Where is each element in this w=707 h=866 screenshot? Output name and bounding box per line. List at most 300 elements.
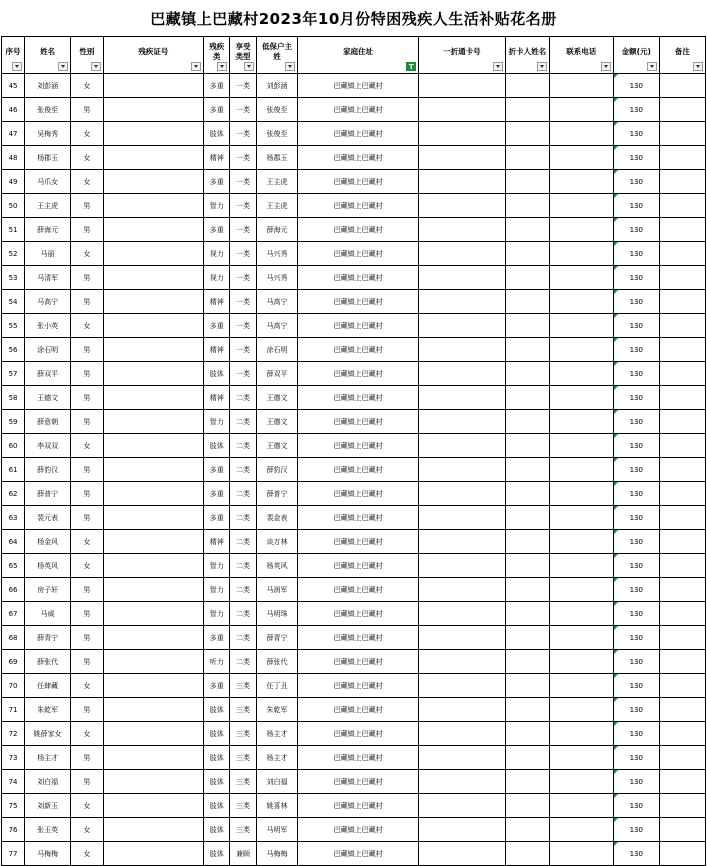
cell-remarks[interactable]: [659, 698, 705, 722]
cell-amount[interactable]: 130: [613, 122, 659, 146]
cell-disability-type[interactable]: 多重: [204, 314, 230, 338]
cell-amount[interactable]: 130: [613, 98, 659, 122]
cell-address[interactable]: 巴藏镇上巴藏村: [298, 98, 418, 122]
cell-remarks[interactable]: [659, 746, 705, 770]
cell-household-head[interactable]: 王德文: [256, 410, 298, 434]
cell-card-no[interactable]: [418, 194, 505, 218]
cell-remarks[interactable]: [659, 314, 705, 338]
cell-name[interactable]: 杨英风: [25, 554, 71, 578]
cell-seq[interactable]: 53: [2, 266, 25, 290]
cell-address[interactable]: 巴藏镇上巴藏村: [298, 770, 418, 794]
cell-name[interactable]: 涂石明: [25, 338, 71, 362]
cell-benefit-class[interactable]: 二类: [230, 554, 256, 578]
cell-household-head[interactable]: 杨主才: [256, 746, 298, 770]
cell-phone[interactable]: [549, 602, 613, 626]
cell-address[interactable]: 巴藏镇上巴藏村: [298, 314, 418, 338]
cell-gender[interactable]: 男: [71, 746, 103, 770]
cell-gender[interactable]: 女: [71, 722, 103, 746]
cell-name[interactable]: 刘白福: [25, 770, 71, 794]
cell-remarks[interactable]: [659, 506, 705, 530]
cell-remarks[interactable]: [659, 818, 705, 842]
filter-dropdown-icon[interactable]: [537, 62, 547, 71]
cell-name[interactable]: 李双双: [25, 434, 71, 458]
cell-household-head[interactable]: 任丁丑: [256, 674, 298, 698]
cell-benefit-class[interactable]: 二类: [230, 650, 256, 674]
cell-name[interactable]: 薛双平: [25, 362, 71, 386]
cell-household-head[interactable]: 王主虎: [256, 194, 298, 218]
cell-card-holder[interactable]: [505, 770, 549, 794]
cell-remarks[interactable]: [659, 650, 705, 674]
cell-gender[interactable]: 女: [71, 170, 103, 194]
cell-seq[interactable]: 59: [2, 410, 25, 434]
cell-household-head[interactable]: 涂石明: [256, 338, 298, 362]
cell-amount[interactable]: 130: [613, 578, 659, 602]
cell-address[interactable]: 巴藏镇上巴藏村: [298, 482, 418, 506]
cell-address[interactable]: 巴藏镇上巴藏村: [298, 626, 418, 650]
cell-household-head[interactable]: 杨郡玉: [256, 146, 298, 170]
cell-cert-no[interactable]: [103, 362, 204, 386]
cell-disability-type[interactable]: 视力: [204, 242, 230, 266]
cell-disability-type[interactable]: 智力: [204, 602, 230, 626]
cell-card-holder[interactable]: [505, 314, 549, 338]
cell-disability-type[interactable]: 多重: [204, 218, 230, 242]
cell-card-holder[interactable]: [505, 458, 549, 482]
cell-remarks[interactable]: [659, 170, 705, 194]
cell-card-no[interactable]: [418, 386, 505, 410]
cell-name[interactable]: 杨金风: [25, 530, 71, 554]
cell-phone[interactable]: [549, 98, 613, 122]
cell-card-holder[interactable]: [505, 578, 549, 602]
cell-address[interactable]: 巴藏镇上巴藏村: [298, 410, 418, 434]
cell-cert-no[interactable]: [103, 170, 204, 194]
cell-benefit-class[interactable]: 三类: [230, 698, 256, 722]
cell-card-no[interactable]: [418, 410, 505, 434]
cell-address[interactable]: 巴藏镇上巴藏村: [298, 578, 418, 602]
cell-disability-type[interactable]: 多重: [204, 626, 230, 650]
cell-household-head[interactable]: 朱乾军: [256, 698, 298, 722]
cell-cert-no[interactable]: [103, 218, 204, 242]
cell-card-no[interactable]: [418, 362, 505, 386]
cell-remarks[interactable]: [659, 290, 705, 314]
cell-address[interactable]: 巴藏镇上巴藏村: [298, 266, 418, 290]
cell-phone[interactable]: [549, 314, 613, 338]
cell-household-head[interactable]: 张俊至: [256, 98, 298, 122]
cell-card-no[interactable]: [418, 146, 505, 170]
cell-card-holder[interactable]: [505, 650, 549, 674]
cell-remarks[interactable]: [659, 602, 705, 626]
cell-benefit-class[interactable]: 一类: [230, 194, 256, 218]
cell-gender[interactable]: 男: [71, 482, 103, 506]
cell-address[interactable]: 巴藏镇上巴藏村: [298, 434, 418, 458]
cell-amount[interactable]: 130: [613, 434, 659, 458]
cell-cert-no[interactable]: [103, 746, 204, 770]
cell-card-holder[interactable]: [505, 362, 549, 386]
cell-gender[interactable]: 女: [71, 842, 103, 866]
cell-address[interactable]: 巴藏镇上巴藏村: [298, 650, 418, 674]
cell-phone[interactable]: [549, 74, 613, 98]
cell-gender[interactable]: 男: [71, 218, 103, 242]
cell-address[interactable]: 巴藏镇上巴藏村: [298, 290, 418, 314]
cell-card-no[interactable]: [418, 482, 505, 506]
cell-card-no[interactable]: [418, 626, 505, 650]
cell-amount[interactable]: 130: [613, 314, 659, 338]
cell-benefit-class[interactable]: 三类: [230, 674, 256, 698]
cell-disability-type[interactable]: 肢体: [204, 746, 230, 770]
filter-dropdown-icon[interactable]: [493, 62, 503, 71]
cell-address[interactable]: 巴藏镇上巴藏村: [298, 386, 418, 410]
cell-phone[interactable]: [549, 722, 613, 746]
cell-cert-no[interactable]: [103, 98, 204, 122]
cell-address[interactable]: 巴藏镇上巴藏村: [298, 794, 418, 818]
cell-seq[interactable]: 72: [2, 722, 25, 746]
cell-phone[interactable]: [549, 266, 613, 290]
cell-card-no[interactable]: [418, 122, 505, 146]
cell-address[interactable]: 巴藏镇上巴藏村: [298, 194, 418, 218]
cell-card-no[interactable]: [418, 218, 505, 242]
cell-seq[interactable]: 48: [2, 146, 25, 170]
cell-disability-type[interactable]: 肢体: [204, 818, 230, 842]
cell-name[interactable]: 裴元表: [25, 506, 71, 530]
cell-seq[interactable]: 75: [2, 794, 25, 818]
cell-phone[interactable]: [549, 842, 613, 866]
cell-disability-type[interactable]: 智力: [204, 554, 230, 578]
cell-card-holder[interactable]: [505, 194, 549, 218]
cell-cert-no[interactable]: [103, 578, 204, 602]
cell-household-head[interactable]: 张俊至: [256, 122, 298, 146]
cell-benefit-class[interactable]: 二类: [230, 578, 256, 602]
cell-seq[interactable]: 70: [2, 674, 25, 698]
cell-address[interactable]: 巴藏镇上巴藏村: [298, 746, 418, 770]
cell-cert-no[interactable]: [103, 506, 204, 530]
cell-amount[interactable]: 130: [613, 194, 659, 218]
cell-amount[interactable]: 130: [613, 506, 659, 530]
filter-dropdown-icon[interactable]: [91, 62, 101, 71]
cell-phone[interactable]: [549, 290, 613, 314]
cell-phone[interactable]: [549, 170, 613, 194]
cell-household-head[interactable]: 薛海元: [256, 218, 298, 242]
cell-household-head[interactable]: 裴金表: [256, 506, 298, 530]
cell-benefit-class[interactable]: 二类: [230, 626, 256, 650]
cell-address[interactable]: 巴藏镇上巴藏村: [298, 242, 418, 266]
cell-household-head[interactable]: 王德文: [256, 386, 298, 410]
cell-card-holder[interactable]: [505, 266, 549, 290]
cell-disability-type[interactable]: 肢体: [204, 434, 230, 458]
cell-amount[interactable]: 130: [613, 386, 659, 410]
cell-gender[interactable]: 男: [71, 362, 103, 386]
cell-cert-no[interactable]: [103, 410, 204, 434]
cell-card-no[interactable]: [418, 170, 505, 194]
cell-gender[interactable]: 女: [71, 818, 103, 842]
cell-remarks[interactable]: [659, 242, 705, 266]
cell-amount[interactable]: 130: [613, 602, 659, 626]
cell-seq[interactable]: 69: [2, 650, 25, 674]
cell-card-holder[interactable]: [505, 698, 549, 722]
cell-gender[interactable]: 男: [71, 602, 103, 626]
cell-household-head[interactable]: 杨英风: [256, 554, 298, 578]
cell-cert-no[interactable]: [103, 338, 204, 362]
cell-disability-type[interactable]: 精神: [204, 386, 230, 410]
cell-amount[interactable]: 130: [613, 770, 659, 794]
cell-phone[interactable]: [549, 386, 613, 410]
cell-gender[interactable]: 男: [71, 650, 103, 674]
cell-seq[interactable]: 73: [2, 746, 25, 770]
cell-disability-type[interactable]: 多重: [204, 98, 230, 122]
cell-card-holder[interactable]: [505, 530, 549, 554]
filter-dropdown-icon[interactable]: [647, 62, 657, 71]
cell-card-holder[interactable]: [505, 242, 549, 266]
cell-cert-no[interactable]: [103, 194, 204, 218]
cell-benefit-class[interactable]: 一类: [230, 290, 256, 314]
cell-name[interactable]: 房子轩: [25, 578, 71, 602]
cell-remarks[interactable]: [659, 842, 705, 866]
filter-dropdown-icon[interactable]: [244, 62, 254, 71]
cell-amount[interactable]: 130: [613, 482, 659, 506]
cell-remarks[interactable]: [659, 626, 705, 650]
cell-card-holder[interactable]: [505, 818, 549, 842]
cell-remarks[interactable]: [659, 794, 705, 818]
cell-name[interactable]: 杨主才: [25, 746, 71, 770]
cell-amount[interactable]: 130: [613, 698, 659, 722]
cell-benefit-class[interactable]: 二类: [230, 530, 256, 554]
cell-phone[interactable]: [549, 146, 613, 170]
cell-seq[interactable]: 50: [2, 194, 25, 218]
cell-card-no[interactable]: [418, 770, 505, 794]
cell-cert-no[interactable]: [103, 266, 204, 290]
cell-benefit-class[interactable]: 一类: [230, 242, 256, 266]
cell-benefit-class[interactable]: 一类: [230, 98, 256, 122]
cell-disability-type[interactable]: 肢体: [204, 122, 230, 146]
cell-cert-no[interactable]: [103, 458, 204, 482]
filter-dropdown-icon[interactable]: [601, 62, 611, 71]
cell-name[interactable]: 刘彭涵: [25, 74, 71, 98]
cell-household-head[interactable]: 刘白福: [256, 770, 298, 794]
cell-card-holder[interactable]: [505, 626, 549, 650]
cell-cert-no[interactable]: [103, 74, 204, 98]
cell-card-holder[interactable]: [505, 410, 549, 434]
cell-seq[interactable]: 49: [2, 170, 25, 194]
cell-benefit-class[interactable]: 一类: [230, 122, 256, 146]
cell-cert-no[interactable]: [103, 818, 204, 842]
cell-benefit-class[interactable]: 二类: [230, 410, 256, 434]
cell-remarks[interactable]: [659, 482, 705, 506]
cell-household-head[interactable]: 姚喜林: [256, 794, 298, 818]
filter-dropdown-icon[interactable]: [12, 62, 22, 71]
cell-disability-type[interactable]: 多重: [204, 482, 230, 506]
cell-remarks[interactable]: [659, 266, 705, 290]
cell-cert-no[interactable]: [103, 842, 204, 866]
cell-address[interactable]: 巴藏镇上巴藏村: [298, 146, 418, 170]
cell-card-no[interactable]: [418, 818, 505, 842]
cell-benefit-class[interactable]: 三类: [230, 770, 256, 794]
cell-remarks[interactable]: [659, 578, 705, 602]
cell-name[interactable]: 张玉英: [25, 818, 71, 842]
cell-card-holder[interactable]: [505, 170, 549, 194]
cell-card-no[interactable]: [418, 650, 505, 674]
cell-remarks[interactable]: [659, 362, 705, 386]
cell-cert-no[interactable]: [103, 674, 204, 698]
cell-amount[interactable]: 130: [613, 170, 659, 194]
cell-cert-no[interactable]: [103, 242, 204, 266]
cell-phone[interactable]: [549, 770, 613, 794]
cell-benefit-class[interactable]: 三类: [230, 818, 256, 842]
cell-cert-no[interactable]: [103, 434, 204, 458]
cell-cert-no[interactable]: [103, 770, 204, 794]
cell-name[interactable]: 马梅梅: [25, 842, 71, 866]
cell-household-head[interactable]: 马高宁: [256, 290, 298, 314]
cell-phone[interactable]: [549, 362, 613, 386]
cell-card-holder[interactable]: [505, 482, 549, 506]
cell-cert-no[interactable]: [103, 626, 204, 650]
cell-name[interactable]: 薛青宁: [25, 626, 71, 650]
cell-card-holder[interactable]: [505, 506, 549, 530]
cell-amount[interactable]: 130: [613, 626, 659, 650]
cell-gender[interactable]: 男: [71, 698, 103, 722]
cell-gender[interactable]: 男: [71, 770, 103, 794]
cell-name[interactable]: 吴梅秀: [25, 122, 71, 146]
cell-card-holder[interactable]: [505, 122, 549, 146]
cell-disability-type[interactable]: 肢体: [204, 362, 230, 386]
cell-card-no[interactable]: [418, 530, 505, 554]
cell-benefit-class[interactable]: 一类: [230, 362, 256, 386]
cell-gender[interactable]: 男: [71, 386, 103, 410]
cell-address[interactable]: 巴藏镇上巴藏村: [298, 74, 418, 98]
cell-benefit-class[interactable]: 一类: [230, 266, 256, 290]
filter-dropdown-icon[interactable]: [693, 62, 703, 71]
cell-disability-type[interactable]: 多重: [204, 506, 230, 530]
cell-gender[interactable]: 女: [71, 530, 103, 554]
cell-cert-no[interactable]: [103, 530, 204, 554]
cell-seq[interactable]: 45: [2, 74, 25, 98]
cell-seq[interactable]: 55: [2, 314, 25, 338]
cell-amount[interactable]: 130: [613, 746, 659, 770]
cell-disability-type[interactable]: 多重: [204, 674, 230, 698]
cell-amount[interactable]: 130: [613, 266, 659, 290]
cell-benefit-class[interactable]: 三类: [230, 722, 256, 746]
cell-cert-no[interactable]: [103, 722, 204, 746]
cell-amount[interactable]: 130: [613, 410, 659, 434]
cell-address[interactable]: 巴藏镇上巴藏村: [298, 122, 418, 146]
cell-household-head[interactable]: 薛张代: [256, 650, 298, 674]
cell-cert-no[interactable]: [103, 650, 204, 674]
cell-card-holder[interactable]: [505, 218, 549, 242]
cell-household-head[interactable]: 谈万林: [256, 530, 298, 554]
cell-gender[interactable]: 男: [71, 410, 103, 434]
cell-card-holder[interactable]: [505, 146, 549, 170]
cell-benefit-class[interactable]: 一类: [230, 146, 256, 170]
filter-dropdown-icon[interactable]: [191, 62, 201, 71]
cell-card-no[interactable]: [418, 338, 505, 362]
cell-remarks[interactable]: [659, 770, 705, 794]
cell-card-no[interactable]: [418, 506, 505, 530]
cell-benefit-class[interactable]: 三类: [230, 794, 256, 818]
cell-household-head[interactable]: 薛豹汉: [256, 458, 298, 482]
cell-disability-type[interactable]: 智力: [204, 410, 230, 434]
cell-card-holder[interactable]: [505, 842, 549, 866]
cell-benefit-class[interactable]: 兼顾: [230, 842, 256, 866]
cell-gender[interactable]: 男: [71, 626, 103, 650]
cell-amount[interactable]: 130: [613, 74, 659, 98]
cell-disability-type[interactable]: 肢体: [204, 698, 230, 722]
cell-name[interactable]: 马高宁: [25, 290, 71, 314]
cell-card-holder[interactable]: [505, 746, 549, 770]
cell-card-holder[interactable]: [505, 98, 549, 122]
cell-address[interactable]: 巴藏镇上巴藏村: [298, 530, 418, 554]
cell-card-no[interactable]: [418, 74, 505, 98]
cell-card-no[interactable]: [418, 722, 505, 746]
cell-phone[interactable]: [549, 338, 613, 362]
cell-seq[interactable]: 58: [2, 386, 25, 410]
cell-gender[interactable]: 男: [71, 290, 103, 314]
cell-phone[interactable]: [549, 410, 613, 434]
cell-disability-type[interactable]: 精神: [204, 146, 230, 170]
cell-name[interactable]: 马清军: [25, 266, 71, 290]
cell-benefit-class[interactable]: 二类: [230, 386, 256, 410]
cell-seq[interactable]: 57: [2, 362, 25, 386]
cell-household-head[interactable]: 马梅梅: [256, 842, 298, 866]
cell-amount[interactable]: 130: [613, 290, 659, 314]
cell-amount[interactable]: 130: [613, 554, 659, 578]
cell-seq[interactable]: 60: [2, 434, 25, 458]
cell-seq[interactable]: 51: [2, 218, 25, 242]
cell-disability-type[interactable]: 智力: [204, 578, 230, 602]
cell-phone[interactable]: [549, 578, 613, 602]
cell-amount[interactable]: 130: [613, 794, 659, 818]
cell-disability-type[interactable]: 多重: [204, 170, 230, 194]
cell-card-no[interactable]: [418, 746, 505, 770]
cell-phone[interactable]: [549, 746, 613, 770]
cell-name[interactable]: 杨郡玉: [25, 146, 71, 170]
cell-card-no[interactable]: [418, 842, 505, 866]
cell-card-holder[interactable]: [505, 674, 549, 698]
cell-phone[interactable]: [549, 506, 613, 530]
cell-seq[interactable]: 52: [2, 242, 25, 266]
cell-seq[interactable]: 68: [2, 626, 25, 650]
cell-remarks[interactable]: [659, 554, 705, 578]
cell-seq[interactable]: 54: [2, 290, 25, 314]
cell-benefit-class[interactable]: 一类: [230, 218, 256, 242]
cell-cert-no[interactable]: [103, 122, 204, 146]
cell-gender[interactable]: 男: [71, 338, 103, 362]
cell-cert-no[interactable]: [103, 794, 204, 818]
cell-cert-no[interactable]: [103, 554, 204, 578]
cell-amount[interactable]: 130: [613, 458, 659, 482]
cell-address[interactable]: 巴藏镇上巴藏村: [298, 362, 418, 386]
cell-gender[interactable]: 男: [71, 578, 103, 602]
cell-benefit-class[interactable]: 二类: [230, 482, 256, 506]
cell-cert-no[interactable]: [103, 146, 204, 170]
cell-disability-type[interactable]: 听力: [204, 650, 230, 674]
cell-name[interactable]: 马威: [25, 602, 71, 626]
cell-name[interactable]: 姚薛家女: [25, 722, 71, 746]
cell-seq[interactable]: 64: [2, 530, 25, 554]
cell-name[interactable]: 王德文: [25, 386, 71, 410]
cell-name[interactable]: 王主虎: [25, 194, 71, 218]
cell-address[interactable]: 巴藏镇上巴藏村: [298, 170, 418, 194]
cell-seq[interactable]: 67: [2, 602, 25, 626]
cell-cert-no[interactable]: [103, 290, 204, 314]
cell-remarks[interactable]: [659, 530, 705, 554]
cell-household-head[interactable]: 马兴秀: [256, 242, 298, 266]
cell-remarks[interactable]: [659, 122, 705, 146]
cell-disability-type[interactable]: 肢体: [204, 770, 230, 794]
cell-phone[interactable]: [549, 818, 613, 842]
cell-benefit-class[interactable]: 一类: [230, 314, 256, 338]
cell-address[interactable]: 巴藏镇上巴藏村: [298, 698, 418, 722]
cell-card-holder[interactable]: [505, 602, 549, 626]
cell-household-head[interactable]: 马明军: [256, 818, 298, 842]
cell-household-head[interactable]: 薛普宁: [256, 482, 298, 506]
cell-amount[interactable]: 130: [613, 242, 659, 266]
